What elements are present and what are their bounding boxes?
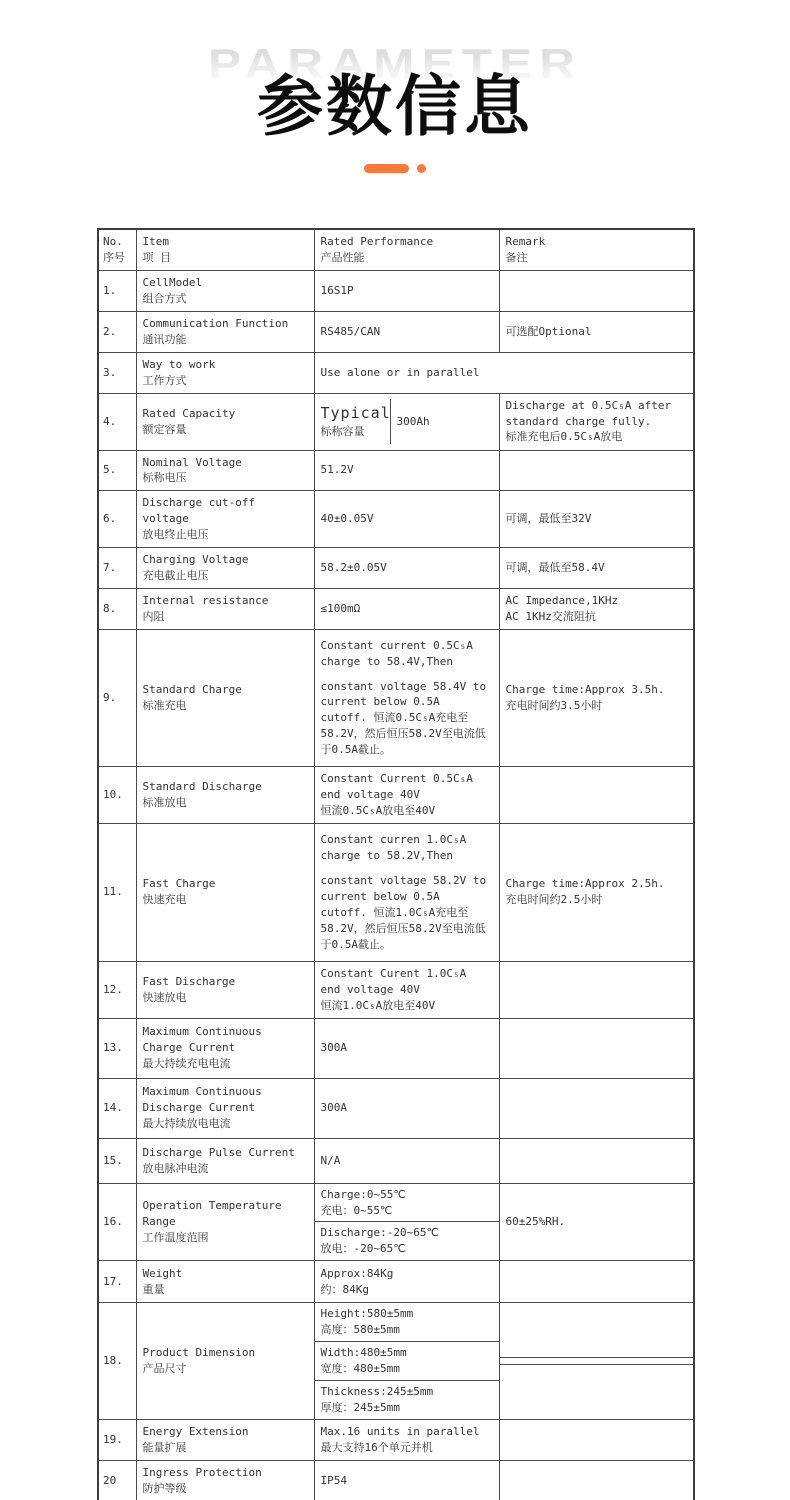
table-row: [98, 1078, 694, 1138]
remark-line: 60±25%RH.: [505, 1214, 566, 1228]
row-no: 7.: [98, 548, 136, 589]
perf-cell: [314, 961, 499, 1018]
item-cell: [136, 823, 314, 961]
perf-line: 约：84Kg: [320, 1282, 369, 1296]
remark-line: Charge time:Approx 2.5h.: [505, 877, 665, 891]
item-en: Fast Discharge: [142, 974, 236, 988]
item-zh: 放电终止电压: [142, 528, 209, 542]
item-en: Communication Function: [142, 316, 289, 330]
perf-paragraph: Constant curren 1.0C₅A charge to 58.2V,Then: [320, 832, 467, 862]
row-no: 20: [98, 1460, 136, 1500]
item-cell: [136, 352, 314, 393]
table-row: [98, 1138, 694, 1183]
remark-cell: [499, 961, 694, 1018]
item-en: Range: [142, 1214, 176, 1228]
col-no-zh: 序号: [103, 250, 125, 264]
item-en: CellModel: [142, 275, 203, 289]
perf-cell: [314, 311, 499, 352]
dimension-width-subcell: [315, 1341, 499, 1380]
perf-cell: [314, 450, 499, 491]
perf-cell: [314, 1303, 499, 1420]
perf-cell: [314, 1018, 499, 1078]
col-remark-en: Remark: [505, 235, 546, 248]
remark-line: Discharge at 0.5C₅A after: [505, 398, 672, 412]
perf-cell: [314, 1078, 499, 1138]
dimension-height-subcell: [315, 1303, 499, 1341]
accent-divider: [0, 164, 790, 173]
row-no: 10.: [98, 766, 136, 823]
remark-line: 可选配Optional: [505, 324, 592, 338]
perf-line: 最大支持16个单元并机: [320, 1440, 433, 1454]
page-title: 参数信息: [257, 69, 533, 143]
item-cell: [136, 491, 314, 548]
item-en: Fast Charge: [142, 877, 216, 891]
remark-empty-subcell: [500, 1357, 694, 1364]
hero-section: [0, 0, 790, 228]
table-row: [98, 450, 694, 491]
perf-cell: [314, 1460, 499, 1500]
item-cell: [136, 1138, 314, 1183]
perf-cell: [314, 270, 499, 311]
table-row: [98, 352, 694, 393]
item-zh: 最大持续放电电流: [142, 1117, 231, 1131]
remark-line: 充电时间约2.5小时: [505, 893, 603, 907]
table-row: [98, 1303, 694, 1420]
remark-cell: [499, 1018, 694, 1078]
row-no: 4.: [98, 393, 136, 450]
item-cell: [136, 1261, 314, 1303]
remark-line: standard charge fully.: [505, 414, 652, 428]
perf-cell: [314, 823, 499, 961]
item-cell: [136, 311, 314, 352]
remark-cell: [499, 270, 694, 311]
perf-cell: [314, 548, 499, 589]
item-en: Weight: [142, 1266, 183, 1280]
col-item-zh: 项 目: [142, 250, 172, 264]
table-header-row: [98, 229, 694, 270]
remark-cell: [499, 589, 694, 630]
item-cell: [136, 1419, 314, 1460]
item-en: Discharge Current: [142, 1101, 256, 1115]
item-cell: [136, 766, 314, 823]
perf-paragraph: Constant current 0.5C₅A charge to 58.4V,Then: [320, 638, 473, 668]
remark-cell: [499, 1261, 694, 1303]
item-cell: [136, 270, 314, 311]
row-no: 14.: [98, 1078, 136, 1138]
item-zh: 工作方式: [142, 373, 187, 387]
col-header-item: [136, 229, 314, 270]
temp-discharge-subcell: [315, 1221, 499, 1260]
remark-cell: [499, 1419, 694, 1460]
table-row: [98, 548, 694, 589]
typical-en: Typical: [320, 403, 391, 422]
background-word: PARAMETER: [0, 40, 790, 88]
typical-subcell: [315, 399, 391, 445]
item-en: Maximum Continuous: [142, 1025, 262, 1039]
row-no: 8.: [98, 589, 136, 630]
item-cell: [136, 1183, 314, 1261]
perf-cell: [314, 629, 499, 766]
col-header-no: [98, 229, 136, 270]
row-no: 18.: [98, 1303, 136, 1420]
perf-line: 300A: [320, 1041, 347, 1055]
row-no: 1.: [98, 270, 136, 311]
row-no: 2.: [98, 311, 136, 352]
row-no: 5.: [98, 450, 136, 491]
item-cell: [136, 1460, 314, 1500]
item-zh: 快速充电: [142, 893, 187, 907]
remark-cell: [499, 1078, 694, 1138]
item-en: Charge Current: [142, 1041, 236, 1055]
item-cell: [136, 589, 314, 630]
item-en: Ingress Protection: [142, 1465, 262, 1479]
perf-line: 16S1P: [320, 283, 354, 297]
accent-dash-icon: [364, 164, 409, 173]
table-row: [98, 491, 694, 548]
col-header-remark: [499, 229, 694, 270]
perf-span-cell: [314, 352, 694, 393]
perf-line: N/A: [320, 1153, 341, 1167]
capacity-value: 300Ah: [396, 414, 430, 428]
perf-cell: [314, 766, 499, 823]
perf-line: 宽度：480±5mm: [320, 1362, 400, 1376]
perf-paragraph: constant voltage 58.2V to current below 0.5A cutoff. 恒流1.0C₅A充电至58.2V，然后恒压58.2V至电流低于0.5A截止。: [320, 873, 487, 951]
item-en: Maximum Continuous: [142, 1085, 262, 1099]
perf-line: 300A: [320, 1101, 347, 1115]
remark-cell: [499, 393, 694, 450]
col-perf-en: Rated Performance: [320, 235, 434, 248]
col-item-en: Item: [142, 235, 169, 248]
table-row: [98, 1183, 694, 1261]
remark-cell: [499, 1138, 694, 1183]
item-cell: [136, 393, 314, 450]
perf-line: 厚度：245±5mm: [320, 1401, 400, 1414]
remark-cell: [499, 1460, 694, 1500]
perf-line: 40±0.05V: [320, 512, 374, 526]
item-en: Energy Extension: [142, 1424, 249, 1438]
perf-cell: [314, 1419, 499, 1460]
perf-line: Constant Curent 1.0C₅A: [320, 966, 467, 980]
item-cell: [136, 1018, 314, 1078]
remark-cell: [499, 1183, 694, 1261]
item-zh: 工作温度范围: [142, 1230, 209, 1244]
table-row: [98, 823, 694, 961]
item-zh: 重量: [142, 1282, 165, 1296]
item-zh: 通讯功能: [142, 332, 187, 346]
item-cell: [136, 1303, 314, 1420]
item-zh: 额定容量: [142, 422, 187, 436]
item-zh: 组合方式: [142, 291, 187, 305]
item-en: Discharge cut-off voltage: [142, 496, 256, 526]
row-no: 3.: [98, 352, 136, 393]
item-zh: 标称电压: [142, 471, 187, 485]
perf-line: ≤100mΩ: [320, 602, 361, 616]
remark-line: Charge time:Approx 3.5h.: [505, 683, 665, 696]
item-en: Charging Voltage: [142, 553, 249, 567]
row-no: 16.: [98, 1183, 136, 1261]
perf-line: Discharge:-20~65℃: [320, 1226, 439, 1240]
row-no: 9.: [98, 629, 136, 766]
item-cell: [136, 1078, 314, 1138]
item-en: Internal resistance: [142, 594, 269, 608]
capacity-value-subcell: [391, 399, 499, 445]
remark-cell: [499, 491, 694, 548]
row-no: 17.: [98, 1261, 136, 1303]
table-row: [98, 1261, 694, 1303]
perf-line: 恒流1.0C₅A放电至40V: [320, 998, 436, 1012]
perf-line: 51.2V: [320, 463, 354, 477]
row-no: 19.: [98, 1419, 136, 1460]
item-zh: 产品尺寸: [142, 1362, 187, 1376]
table-row: [98, 311, 694, 352]
remark-cell: [499, 1303, 694, 1420]
perf-cell: [314, 393, 499, 450]
perf-line: Max.16 units in parallel: [320, 1424, 480, 1438]
table-row: [98, 589, 694, 630]
table-row: [98, 1460, 694, 1500]
temp-charge-subcell: [315, 1184, 499, 1222]
item-en: Rated Capacity: [142, 406, 236, 420]
perf-cell: [314, 1138, 499, 1183]
table-row: [98, 766, 694, 823]
row-no: 15.: [98, 1138, 136, 1183]
table-row: [98, 629, 694, 766]
perf-line: 放电：-20~65℃: [320, 1242, 406, 1256]
perf-line: 58.2±0.05V: [320, 561, 387, 575]
item-en: Operation Temperature: [142, 1199, 282, 1213]
row-no: 6.: [98, 491, 136, 548]
perf-cell: [314, 589, 499, 630]
perf-line: 高度：580±5mm: [320, 1323, 400, 1337]
item-en: Product Dimension: [142, 1346, 256, 1360]
row-no: 12.: [98, 961, 136, 1018]
item-en: Standard Discharge: [142, 779, 262, 793]
remark-cell: [499, 450, 694, 491]
item-cell: [136, 450, 314, 491]
item-zh: 标准放电: [142, 795, 187, 809]
table-row: [98, 961, 694, 1018]
perf-line: Charge:0~55℃: [320, 1187, 406, 1201]
item-zh: 防护等级: [142, 1481, 187, 1495]
remark-cell: [499, 548, 694, 589]
col-remark-zh: 备注: [505, 250, 528, 264]
item-zh: 能量扩展: [142, 1440, 187, 1454]
perf-cell: [314, 1183, 499, 1261]
item-cell: [136, 548, 314, 589]
col-header-performance: [314, 229, 499, 270]
perf-line: end voltage 40V: [320, 787, 420, 801]
item-en: Nominal Voltage: [142, 455, 242, 469]
perf-line: IP54: [320, 1473, 347, 1487]
perf-line: Use alone or in parallel: [320, 365, 480, 379]
item-zh: 最大持续充电电流: [142, 1057, 231, 1071]
item-zh: 放电脉冲电流: [142, 1161, 209, 1175]
perf-cell: [314, 491, 499, 548]
item-cell: [136, 629, 314, 766]
perf-line: Height:580±5mm: [320, 1307, 414, 1321]
remark-line: 充电时间约3.5小时: [505, 698, 603, 712]
perf-line: Thickness:245±5mm: [320, 1385, 434, 1399]
remark-empty-subcell: [500, 1364, 694, 1371]
item-zh: 充电截止电压: [142, 569, 209, 583]
col-no-en: No.: [103, 235, 123, 248]
dimension-thickness-subcell: [315, 1380, 499, 1419]
perf-line: 恒流0.5C₅A放电至40V: [320, 803, 436, 817]
remark-line: AC Impedance,1KHz: [505, 594, 619, 608]
perf-paragraph: constant voltage 58.4V to current below 0.5A cutoff. 恒流0.5C₅A充电至58.2V，然后恒压58.2V至电流低于0.5A截止。: [320, 679, 487, 757]
item-en: Standard Charge: [142, 683, 242, 696]
perf-line: end voltage 40V: [320, 982, 420, 996]
typical-zh: 标称容量: [320, 425, 365, 439]
row-no: 11.: [98, 823, 136, 961]
perf-cell: [314, 1261, 499, 1303]
remark-line: 可调，最低至32V: [505, 512, 592, 526]
remark-cell: [499, 629, 694, 766]
accent-dot-icon: [417, 164, 426, 173]
item-zh: 标准充电: [142, 698, 187, 712]
table-row: [98, 270, 694, 311]
item-en: Discharge Pulse Current: [142, 1145, 295, 1159]
spec-table: [97, 228, 695, 1500]
row-no: 13.: [98, 1018, 136, 1078]
table-row: [98, 1018, 694, 1078]
remark-cell: [499, 311, 694, 352]
item-en: Way to work: [142, 357, 216, 371]
perf-line: Constant Current 0.5C₅A: [320, 771, 473, 785]
perf-line: Approx:84Kg: [320, 1266, 394, 1280]
perf-line: RS485/CAN: [320, 324, 381, 338]
item-zh: 内阻: [142, 610, 165, 623]
item-zh: 快速放电: [142, 990, 187, 1004]
remark-line: 可调，最低至58.4V: [505, 561, 605, 575]
perf-line: Width:480±5mm: [320, 1346, 407, 1360]
perf-line: 充电：0~55℃: [320, 1203, 393, 1217]
table-row: [98, 1419, 694, 1460]
remark-cell: [499, 823, 694, 961]
item-cell: [136, 961, 314, 1018]
remark-cell: [499, 766, 694, 823]
remark-line: AC 1KHz交流阻抗: [505, 610, 596, 623]
table-row: [98, 393, 694, 450]
col-perf-zh: 产品性能: [320, 250, 365, 264]
remark-line: 标准充电后0.5C₅A放电: [505, 430, 623, 444]
